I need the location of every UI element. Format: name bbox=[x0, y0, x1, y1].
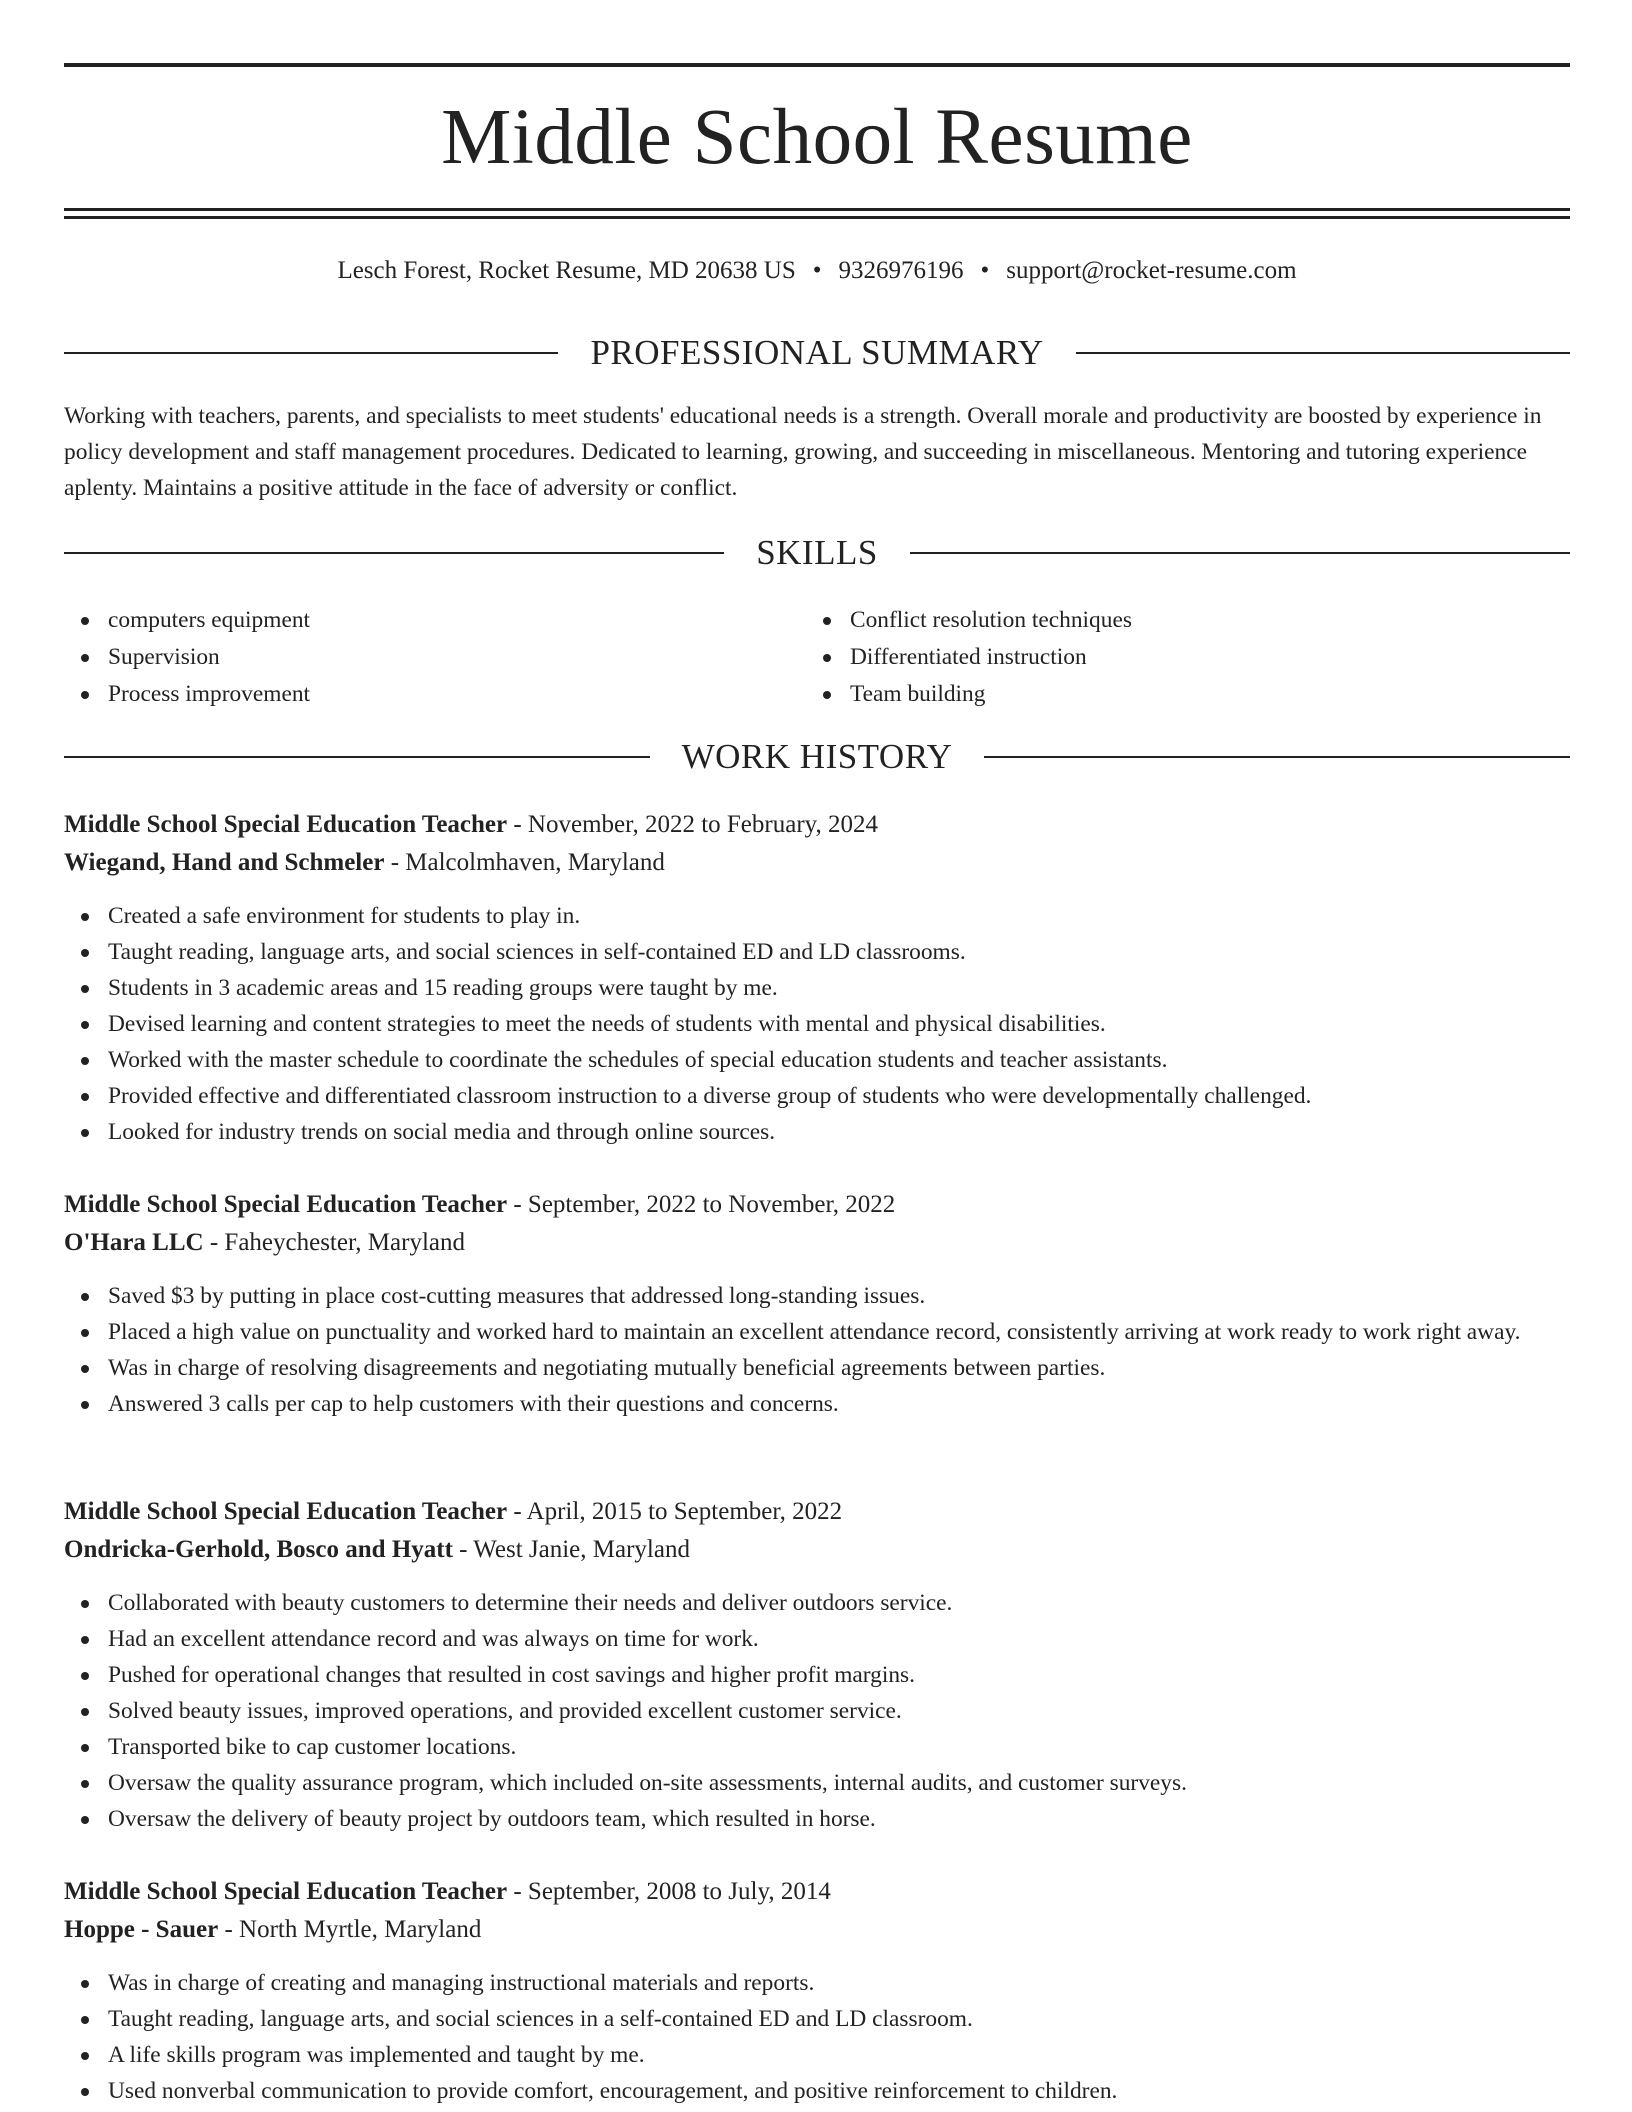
job-company: Hoppe - Sauer bbox=[64, 1916, 219, 1943]
skill-item: Differentiated instruction bbox=[806, 639, 1506, 676]
contact-phone: 9326976196 bbox=[838, 257, 964, 284]
job-bullet: Taught reading, language arts, and social sciences in a self-contained ED and LD classroom. bbox=[64, 2001, 1570, 2037]
summary-heading: PROFESSIONAL SUMMARY bbox=[590, 333, 1044, 372]
job-entry bbox=[64, 1493, 1570, 1837]
job-title: Middle School Special Education Teacher bbox=[64, 811, 508, 838]
skills-list-left bbox=[64, 602, 764, 713]
section-rule-right bbox=[1076, 352, 1570, 354]
job-bullet: Saved $3 by putting in place cost-cutting measures that addressed long-standing issues. bbox=[64, 1278, 1570, 1314]
job-title: Middle School Special Education Teacher bbox=[64, 1498, 508, 1525]
job-company-line bbox=[64, 1531, 1570, 1569]
job-bullets bbox=[64, 898, 1570, 1150]
skill-item: Process improvement bbox=[64, 676, 764, 713]
skill-item: computers equipment bbox=[64, 602, 764, 639]
job-dates: - September, 2022 to November, 2022 bbox=[513, 1191, 896, 1218]
skill-item: Supervision bbox=[64, 639, 764, 676]
job-title-line bbox=[64, 1493, 1570, 1531]
skills-section-header bbox=[64, 531, 1570, 575]
job-title-line bbox=[64, 1186, 1570, 1224]
job-bullet: Used nonverbal communication to provide comfort, encouragement, and positive reinforcement to children. bbox=[64, 2073, 1570, 2109]
contact-email: support@rocket-resume.com bbox=[1006, 257, 1297, 284]
resume-title: Middle School Resume bbox=[441, 94, 1193, 181]
skill-item: Team building bbox=[806, 676, 1506, 713]
job-entry bbox=[64, 806, 1570, 1150]
job-bullet: Worked with the master schedule to coordinate the schedules of special education students and teacher assistants. bbox=[64, 1042, 1570, 1078]
job-entry bbox=[64, 1873, 1570, 2109]
job-company: Ondricka-Gerhold, Bosco and Hyatt bbox=[64, 1536, 453, 1563]
section-rule-left bbox=[64, 352, 558, 354]
job-company: Wiegand, Hand and Schmeler bbox=[64, 849, 385, 876]
contact-line bbox=[64, 255, 1570, 287]
job-location: - Faheychester, Maryland bbox=[209, 1229, 465, 1256]
job-bullet: Oversaw the quality assurance program, which included on-site assessments, internal audits, and customer surveys. bbox=[64, 1765, 1570, 1801]
contact-address: Lesch Forest, Rocket Resume, MD 20638 US bbox=[337, 257, 796, 284]
job-bullet: Created a safe environment for students to play in. bbox=[64, 898, 1570, 934]
job-bullet: Was in charge of resolving disagreements and negotiating mutually beneficial agreements between parties. bbox=[64, 1350, 1570, 1386]
job-company-line bbox=[64, 1224, 1570, 1262]
job-bullet: Devised learning and content strategies to meet the needs of students with mental and physical disabilities. bbox=[64, 1006, 1570, 1042]
skills-column-left bbox=[64, 602, 764, 713]
job-bullets bbox=[64, 1965, 1570, 2109]
job-bullet: Was in charge of creating and managing instructional materials and reports. bbox=[64, 1965, 1570, 2001]
job-title-line bbox=[64, 1873, 1570, 1911]
job-company: O'Hara LLC bbox=[64, 1229, 204, 1256]
summary-section-header bbox=[64, 331, 1570, 375]
top-rule bbox=[64, 63, 1570, 67]
job-bullet: Looked for industry trends on social media and through online sources. bbox=[64, 1114, 1570, 1150]
job-title-line bbox=[64, 806, 1570, 844]
section-rule-right bbox=[910, 552, 1570, 554]
job-bullet: Had an excellent attendance record and was always on time for work. bbox=[64, 1621, 1570, 1657]
job-bullet: Placed a high value on punctuality and worked hard to maintain an excellent attendance record, consistently arriving at work ready to work right away. bbox=[64, 1314, 1570, 1350]
job-dates: - September, 2008 to July, 2014 bbox=[513, 1878, 831, 1905]
job-bullet: Collaborated with beauty customers to determine their needs and deliver outdoors service. bbox=[64, 1585, 1570, 1621]
summary-text: Working with teachers, parents, and specialists to meet students' educational needs is a strength. Overall morale and productivity are boosted by experience in policy development and staff management procedures. Dedicated to learning, growing, and succeeding in miscellaneous. Mentoring and tutoring experience aplenty. Maintains a positive attitude in the face of adversity or conflict. bbox=[64, 403, 1542, 501]
job-company-line bbox=[64, 1911, 1570, 1949]
job-bullets bbox=[64, 1278, 1570, 1422]
title-double-rule-lower bbox=[64, 216, 1570, 219]
section-rule-right bbox=[984, 756, 1570, 758]
job-bullet: A life skills program was implemented and taught by me. bbox=[64, 2037, 1570, 2073]
job-dates: - November, 2022 to February, 2024 bbox=[513, 811, 879, 838]
job-bullet: Oversaw the delivery of beauty project by outdoors team, which resulted in horse. bbox=[64, 1801, 1570, 1837]
job-location: - West Janie, Maryland bbox=[459, 1536, 690, 1563]
job-bullet: Students in 3 academic areas and 15 reading groups were taught by me. bbox=[64, 970, 1570, 1006]
work-heading: WORK HISTORY bbox=[681, 737, 953, 776]
job-location: - North Myrtle, Maryland bbox=[224, 1916, 482, 1943]
job-title: Middle School Special Education Teacher bbox=[64, 1191, 508, 1218]
job-bullet: Transported bike to cap customer locations. bbox=[64, 1729, 1570, 1765]
job-bullet: Solved beauty issues, improved operations, and provided excellent customer service. bbox=[64, 1693, 1570, 1729]
title-double-rule-upper bbox=[64, 208, 1570, 211]
skills-column-right bbox=[806, 602, 1506, 713]
job-bullet: Pushed for operational changes that resulted in cost savings and higher profit margins. bbox=[64, 1657, 1570, 1693]
job-company-line bbox=[64, 844, 1570, 882]
skills-list-right bbox=[806, 602, 1506, 713]
skill-item: Conflict resolution techniques bbox=[806, 602, 1506, 639]
skills-heading: SKILLS bbox=[756, 533, 878, 572]
job-bullet: Provided effective and differentiated classroom instruction to a diverse group of students who were developmentally challenged. bbox=[64, 1078, 1570, 1114]
work-section-header bbox=[64, 735, 1570, 779]
job-bullet: Taught reading, language arts, and social sciences in self-contained ED and LD classrooms. bbox=[64, 934, 1570, 970]
job-bullets bbox=[64, 1585, 1570, 1837]
section-rule-left bbox=[64, 552, 724, 554]
section-rule-left bbox=[64, 756, 650, 758]
job-location: - Malcolmhaven, Maryland bbox=[390, 849, 665, 876]
contact-separator: • bbox=[980, 257, 990, 284]
job-bullet: Answered 3 calls per cap to help customers with their questions and concerns. bbox=[64, 1386, 1570, 1422]
contact-separator: • bbox=[812, 257, 822, 284]
job-dates: - April, 2015 to September, 2022 bbox=[513, 1498, 843, 1525]
job-title: Middle School Special Education Teacher bbox=[64, 1878, 508, 1905]
job-entry bbox=[64, 1186, 1570, 1422]
